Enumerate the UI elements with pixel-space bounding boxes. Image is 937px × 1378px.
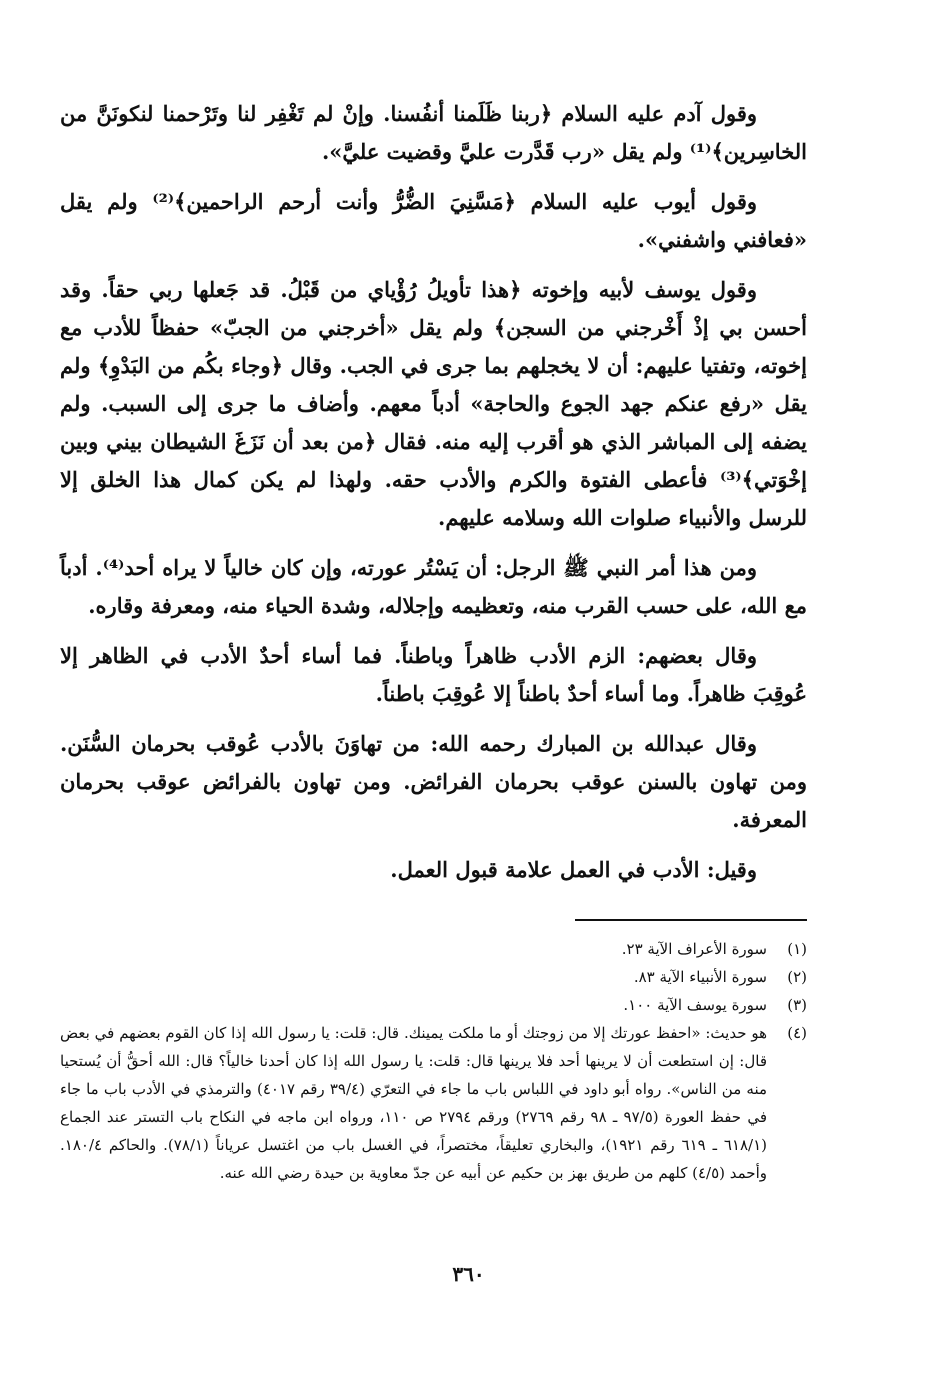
paragraph-ibn-mubarak: وقال عبدالله بن المبارك رحمه الله: من تهاوَنَ بالأدب عُوقب بحرمان السُّنَن. ومن تهاون بالسنن عوقب بحرمان الفرائض. ومن تهاون بالفرائض عوقب بحرمان المعرفة. [60,731,807,832]
page-content [60,95,807,1187]
footnote-text: سورة الأعراف الآية ٢٣. [621,940,767,958]
footnote-item [60,963,807,991]
paragraph-adam: وقول آدم عليه السلام ﴿ربنا ظَلَمنا أنفُسنا. وإنْ لم تَغْفِر لنا وتَرْحمنا لنكونَنَّ من الخاسِرين﴾⁽¹⁾ ولم يقل «رب قَدَّرت عليَّ وقضيت عليَّ». [60,101,807,164]
paragraph-yusuf: وقول يوسف لأبيه وإخوته ﴿هذا تأويلُ رُؤْياي من قَبْلُ. قد جَعلها ربي حقاً. وقد أحسن بي إذْ أَخْرجني من السجن﴾ ولم يقل «أخرجني من الجبّ» حفظاً للأدب مع إخوته، وتفتيا عليهم: أن لا يخجلهم بما جرى في الجب. وقال ﴿وجاء بكُم من البَدْوِ﴾ ولم يقل «رفع عنكم جهد الجوع والحاجة» أدباً معهم. وأضاف ما جرى إلى السبب. ولم يضفه إلى المباشر الذي هو أقرب إليه منه. فقال ﴿من بعد أن نَزَغَ الشيطان بيني وبين إخْوَتي﴾⁽³⁾ فأعطى الفتوة والكرم والأدب حقه. ولهذا لم يكن كمال هذا الخلق إلا للرسل والأنبياء صلوات الله وسلامه عليهم. [60,277,807,530]
paragraph-adab-outward-inward: وقال بعضهم: الزم الأدب ظاهراً وباطناً. فما أساء أحدٌ الأدب في الظاهر إلا عُوقِبَ ظاهراً. وما أساء أحدٌ باطناً إلا عُوقِبَ باطناً. [60,643,807,706]
footnote-text: هو حديث: «احفظ عورتك إلا من زوجتك أو ما ملكت يمينك. قال: قلت: يا رسول الله إذا كان القوم بعضهم في بعض قال: إن استطعت أن لا يرينها أحد فلا يرينها قال: قلت: يا رسول الله إذا كان أحدنا خالياً؟ قال: الله أحقُّ أن يُستحيا منه من الناس». رواه أبو داود في اللباس باب ما جاء في التعرّي (٣٩/٤ رقم ٤٠١٧) والترمذي في الأدب باب ما جاء في حفظ العورة (٩٧/٥ ـ ٩٨ رقم ٢٧٦٩) ورقم ٢٧٩٤ ص ١١٠، ورواه ابن ماجه في النكاح باب التستر عند الجماع (٦١٨/١ ـ ٦١٩ رقم ١٩٢١)، والبخاري تعليقاً، مختصراً، في الغسل باب من اغتسل عرياناً (٧٨/١). والحاكم ١٨٠/٤. وأحمد (٤/٥) كلهم من طريق بهز بن حكيم عن أبيه عن جدّ معاوية بن حيدة رضي الله عنه. [60,1024,768,1182]
footnote-number: (٤) [787,1024,807,1042]
paragraph-prophet-covering: ومن هذا أمر النبي ﷺ الرجل: أن يَسْتُر عورته، وإن كان خالياً لا يراه أحد⁽⁴⁾. أدباً مع الله، على حسب القرب منه، وتعظيمه وإجلاله، وشدة الحياء منه، ومعرفة وقاره. [60,555,807,618]
footnote-number: (٣) [787,996,807,1014]
paragraph-adab-in-deeds: وقيل: الأدب في العمل علامة قبول العمل. [390,857,757,882]
page-number: ٣٦٠ [452,1262,485,1286]
paragraph-ayyub: وقول أيوب عليه السلام ﴿مَسَّنِيَ الضُّرُّ وأنت أرحم الراحمين﴾⁽²⁾ ولم يقل «فعافني واشفني». [60,189,807,252]
footnote-text: سورة الأنبياء الآية ٨٣. [633,968,767,986]
footnote-item [60,1019,807,1187]
footnote-item [60,935,807,963]
footnote-item [60,991,807,1019]
footnote-number: (١) [787,940,807,958]
footnote-number: (٢) [787,968,807,986]
footnote-text: سورة يوسف الآية ١٠٠. [623,996,767,1014]
footnotes [60,935,807,1187]
footnote-divider [575,919,807,921]
